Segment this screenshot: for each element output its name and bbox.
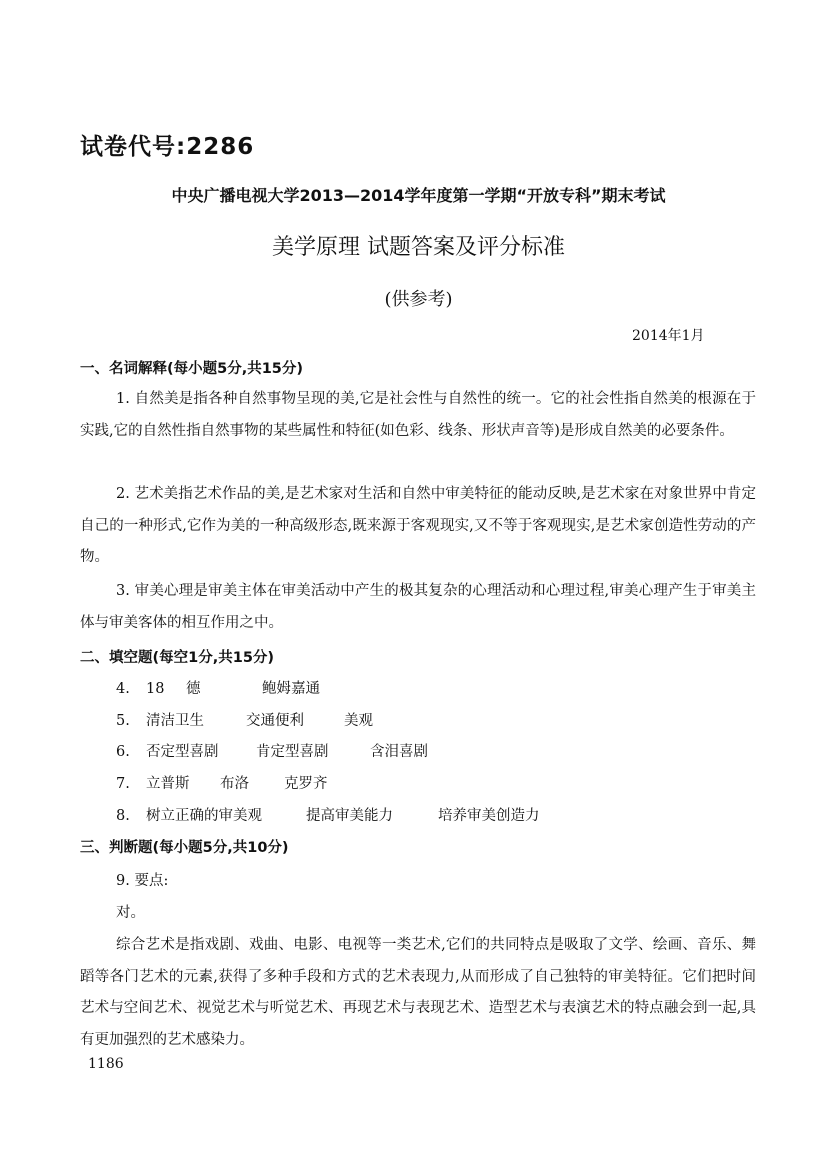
answer-blank: 肯定型喜剧: [256, 744, 329, 760]
answer-blank: 树立正确的审美观: [146, 808, 262, 824]
fill-answer-row: [116, 772, 328, 793]
question-number: 5.: [116, 713, 130, 729]
fill-answer-row: [116, 709, 373, 730]
section1-heading: 一、名词解释(每小题5分,共15分): [80, 361, 304, 377]
document-title: 美学原理 试题答案及评分标准: [272, 235, 565, 260]
fill-answer-row: [116, 740, 428, 761]
answer-blank: 鲍姆嘉通: [262, 681, 320, 697]
answer-blank: 德: [186, 681, 201, 697]
answer-blank: 布洛: [220, 776, 249, 792]
section3-heading: 三、判断题(每小题5分,共10分): [80, 840, 289, 856]
answer-blank: 培养审美创造力: [438, 808, 540, 824]
answer-blank: 立普斯: [146, 776, 190, 792]
question-number: 4.: [116, 681, 130, 697]
fill-answer-row: [116, 804, 540, 825]
answer-key-points-label: 9. 要点:: [116, 873, 169, 889]
fill-answer-row: [116, 677, 320, 698]
section1-item-3: 3. 审美心理是审美主体在审美活动中产生的极其复杂的心理活动和心理过程,审美心理产生于审美主体与审美客体的相互作用之中。: [80, 583, 756, 631]
section2-heading: 二、填空题(每空1分,共15分): [80, 650, 275, 666]
document-subtitle: (供参考): [384, 289, 453, 310]
answer-blank: 含泪喜剧: [370, 744, 428, 760]
answer-blank: 交通便利: [246, 713, 304, 729]
answer-blank: 18: [146, 681, 165, 697]
question-number: 8.: [116, 808, 130, 824]
exam-date: 2014年1月: [632, 328, 705, 344]
page-number: 1186: [88, 1056, 124, 1072]
answer-blank: 否定型喜剧: [146, 744, 219, 760]
answer-blank: 美观: [344, 713, 373, 729]
answer-blank: 克罗齐: [284, 776, 328, 792]
answer-blank: 提高审美能力: [306, 808, 393, 824]
paper-code: 试卷代号:2286: [80, 134, 255, 160]
section1-item-1: 1. 自然美是指各种自然事物呈现的美,它是社会性与自然性的统一。它的社会性指自然美的根源在于实践,它的自然性指自然事物的某些属性和特征(如色彩、线条、形状声音等)是形成自然美的必要条件。: [80, 391, 756, 439]
question-number: 7.: [116, 776, 130, 792]
answer-explanation: 综合艺术是指戏剧、戏曲、电影、电视等一类艺术,它们的共同特点是吸取了文学、绘画、音乐、舞蹈等各门艺术的元素,获得了多种手段和方式的艺术表现力,从而形成了自己独特的审美特征。它们把时间艺术与空间艺术、视觉艺术与听觉艺术、再现艺术与表现艺术、造型艺术与表演艺术的特点融会到一起,具有更加强烈的艺术感染力。: [80, 937, 756, 1048]
section1-item-2: 2. 艺术美指艺术作品的美,是艺术家对生活和自然中审美特征的能动反映,是艺术家在对象世界中肯定自己的一种形式,它作为美的一种高级形态,既来源于客观现实,又不等于客观现实,是艺术家创造性劳动的产物。: [80, 486, 756, 565]
answer-blank: 清洁卫生: [146, 713, 204, 729]
question-number: 6.: [116, 744, 130, 760]
answer-verdict: 对。: [116, 905, 145, 921]
exam-title: 中央广播电视大学2013—2014学年度第一学期“开放专科”期末考试: [171, 186, 666, 205]
